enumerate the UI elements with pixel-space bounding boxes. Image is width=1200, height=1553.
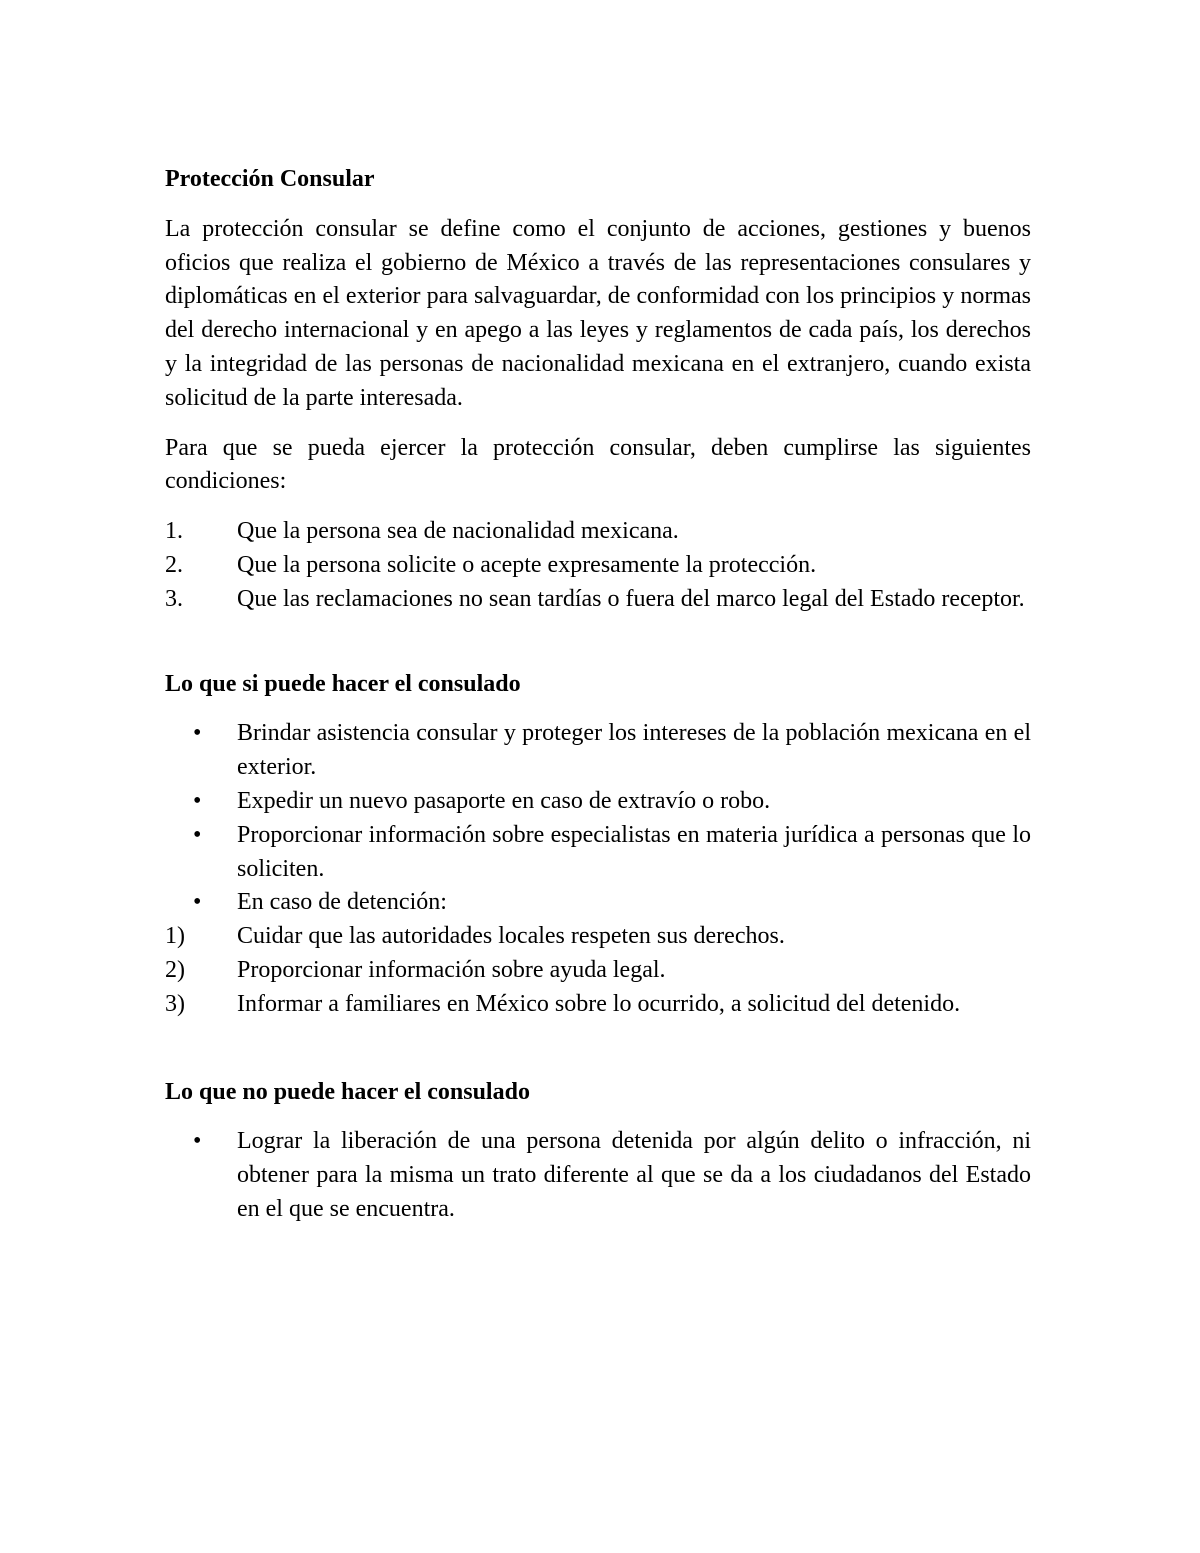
section-title-proteccion-consular: Protección Consular [165,166,375,192]
section-title-no-puede: Lo que no puede hacer el consulado [165,1078,530,1105]
list-item-text: Que las reclamaciones no sean tardías o fuera del marco legal del Estado receptor. [237,585,1025,612]
list-item-text: Cuidar que las autoridades locales respeten sus derechos. [237,923,785,950]
list-item-text: Lograr la liberación de una persona detenida por algún delito o infracción, ni obtener para la misma un trato diferente al que se da a los ciudadanos del Estado en el que se encuentra. [237,1128,1031,1222]
list-number: 2) [165,956,185,983]
conditions-intro-paragraph: Para que se pueda ejercer la protección consular, deben cumplirse las siguientes condiciones: [165,434,1031,495]
blank-line [165,1022,1031,1076]
list-number: 3. [165,585,183,612]
list-item [165,1125,1031,1226]
bullet-icon: • [193,787,202,814]
list-number: 2. [165,551,183,578]
si-puede-list [165,717,1031,1021]
list-item-text: Expedir un nuevo pasaporte en caso de extravío o robo. [237,787,771,814]
list-number: 1. [165,518,183,545]
list-item [165,886,1031,920]
list-item [165,583,1031,617]
definition-paragraph: La protección consular se define como el conjunto de acciones, gestiones y buenos oficios que realiza el gobierno de México a través de las representaciones consulares y diplomáticas en el exterior para salvaguardar, de conformidad con los principios y normas del derecho internacional y en apego a las leyes y reglamentos de cada país, los derechos y la integridad de las personas de nacionalidad mexicana en el extranjero, cuando exista solicitud de la parte interesada. [165,215,1031,411]
conditions-list [165,515,1031,616]
list-item-text: Brindar asistencia consular y proteger los intereses de la población mexicana en el exterior. [237,720,1031,781]
list-item-text: Que la persona solicite o acepte expresamente la protección. [237,551,817,578]
list-item [165,819,1031,887]
list-number: 1) [165,923,185,950]
bullet-icon: • [193,889,202,916]
no-puede-list [165,1125,1031,1226]
list-item-text: Proporcionar información sobre ayuda legal. [237,956,666,983]
list-item-text: En caso de detención: [237,889,447,916]
bullet-icon: • [193,720,202,747]
list-item-text: Proporcionar información sobre especialistas en materia jurídica a personas que lo soliciten. [237,821,1031,882]
list-item [165,785,1031,819]
document-page [165,163,1031,1227]
list-item [165,549,1031,583]
blank-line [165,617,1031,668]
bullet-icon: • [193,821,202,848]
list-item-text: Que la persona sea de nacionalidad mexicana. [237,518,679,545]
list-item [165,515,1031,549]
list-item-text: Informar a familiares en México sobre lo ocurrido, a solicitud del detenido. [237,990,961,1017]
list-item [165,954,1031,988]
list-item [165,717,1031,785]
bullet-icon: • [193,1128,202,1155]
list-number: 3) [165,990,185,1017]
section-title-si-puede: Lo que si puede hacer el consulado [165,670,521,697]
list-item [165,920,1031,954]
list-item [165,988,1031,1022]
